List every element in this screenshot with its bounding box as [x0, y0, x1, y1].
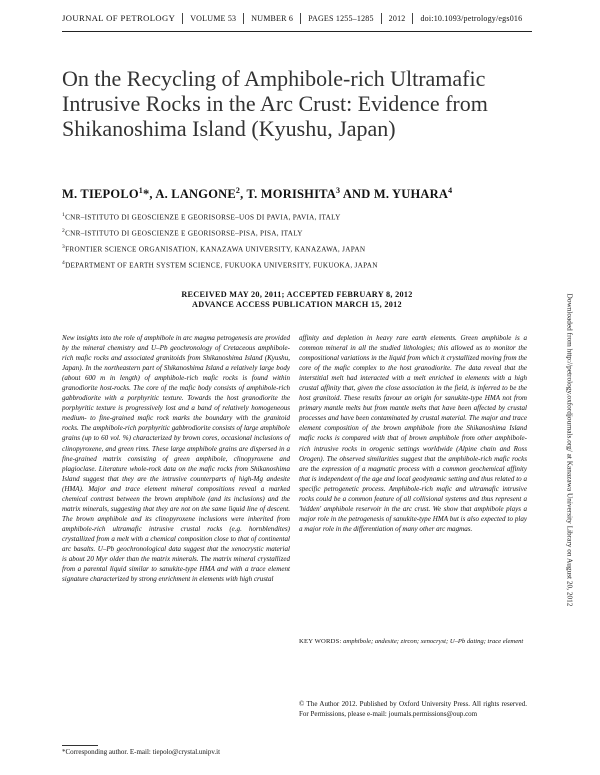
publication-dates: [62, 290, 532, 310]
volume: VOLUME 53: [182, 13, 243, 24]
author-name: M. TIEPOLO: [62, 187, 139, 202]
download-note[interactable]: Downloaded from http://petrology.oxfordjournals.org/ at Kanazawa University Library on August 20, 2012: [565, 293, 575, 607]
affiliation-text: CNR–ISTITUTO DI GEOSCIENZE E GEORISORSE–PISA, PISA, ITALY: [65, 229, 303, 238]
affiliation: [62, 257, 378, 273]
page-range: PAGES 1255–1285: [300, 13, 381, 24]
affiliation-sup: 4: [62, 259, 66, 266]
author-sup: 3: [335, 186, 341, 195]
running-header: [62, 13, 532, 24]
article-title: On the Recycling of Amphibole-rich Ultramafic Intrusive Rocks in the Arc Crust: Evidence from Shikanoshima Island (Kyushu, Japan): [62, 66, 488, 141]
author-sup: 1: [138, 186, 143, 195]
author-sep: AND: [340, 187, 374, 202]
issue-number: NUMBER 6: [243, 13, 300, 24]
author-sup: 2: [235, 186, 241, 195]
affiliation-text: FRONTIER SCIENCE ORGANISATION, KANAZAWA UNIVERSITY, KANAZAWA, JAPAN: [65, 245, 366, 254]
author-name: M. YUHARA: [373, 187, 449, 202]
keywords-label: KEY WORDS:: [299, 638, 342, 645]
affiliation: [62, 241, 378, 257]
year: 2012: [381, 13, 413, 24]
affiliation-list: [62, 209, 378, 273]
doi: doi:10.1093/petrology/egs016: [412, 13, 529, 24]
download-sidebar: [560, 220, 580, 680]
abstract-left-column: New insights into the role of amphibole in arc magma petrogenesis are provided by the mineral chemistry and U–Pb geochronology of Cretaceous amphibole-rich mafic rocks and associated granitoids from Shikanoshima Island (Kyushu, Japan). In the northeastern part of Shikanoshima Island a relatively large body (about 600 m in length) of amphibole-rich mafic rocks is found within granodiorite host-rocks. The core of the mafic body consists of amphibole-rich gabbrodiorite with a porphyritic texture. Towards the host granodiorite the porphyritic texture is progressively lost and a band of relatively homogeneous medium- to fine-grained mafic rock marks the boundary with the granitoid rocks. The amphibole-rich porphyritic gabbrodiorite consists of large amphibole grains (up to 60 vol. %) characterized by brown cores, occasional inclusions of clinopyroxene, and green rims. These large amphibole grains are dispersed in a fine-grained matrix consisting of green amphibole, clinopyroxene and plagioclase. Literature whole-rock data on the mafic rocks from Shikanoshima Island suggest that they are the intrusive counterparts of high-Mg andesite (HMA). Major and trace element mineral compositions reveal a marked chemical contrast between the brown amphibole (and its inclusions) and the matrix minerals, suggesting that they are not on the same liquid line of descent. The brown amphibole and its clinopyroxene inclusions were inherited from amphibole-rich ultramafic intrusive crustal rocks (e.g. hornblendites) crystallized from a melt with a chemical composition close to that of continental arc basalts. U–Pb geochronological data suggest that the xenocrystic material is about 20 Myr older than the matrix minerals. The matrix mineral crystallized from a parental liquid similar to sanukite-type HMA and with a trace element signature characterized by strong enrichment in elements with high crustal: [62, 334, 290, 584]
author-sep: *,: [142, 187, 156, 202]
author-sep: ,: [240, 187, 247, 202]
affiliation-text: DEPARTMENT OF EARTH SYSTEM SCIENCE, FUKUOKA UNIVERSITY, FUKUOKA, JAPAN: [65, 261, 378, 270]
abstract-right-column: affinity and depletion in heavy rare earth elements. Green amphibole is a common mineral in all the studied lithologies; this allowed us to monitor the compositional variations in the liquid from which it crystallized moving from the core of the mafic complex to the host granodiorite. The data reveal that the interstitial melt had interacted with a melt enriched in elements with a high crustal affinity that, given the close association in the field, is inferred to be the host granitoid. These results favour an origin for sanukite-type HMA not from primary mantle melts but from mantle melts that have been affected by crustal processes and have been contaminated by crustal material. The major and trace element composition of the brown amphibole from the Shikanoshima Island mafic rocks is compared with that of brown amphibole from other amphibole-rich intrusive rocks in orogenic settings worldwide (Alpine chain and Ross Orogen). The observed similarities suggest that the amphibole-rich mafic rocks are the expression of a magmatic process with a common geochemical affinity that is independent of the age and local geodynamic setting and thus related to a specific petrogenetic process. Amphibole-rich mafic and ultramafic intrusive rocks could be a common feature of all collisional systems and thus represent a 'hidden' amphibole reservoir in the arc crust. We show that amphibole plays a major role in the petrogenesis of sanukite-type HMA but is also expected to play a major role in the differentiation of many other arc magmas.: [299, 334, 527, 533]
received-accepted: RECEIVED MAY 20, 2011; ACCEPTED FEBRUARY 8, 2012: [181, 290, 413, 299]
affiliation: [62, 209, 378, 225]
advance-access: ADVANCE ACCESS PUBLICATION MARCH 15, 2012: [192, 300, 402, 309]
keywords-list: amphibole; andesite; zircon; xenocryst; U–Pb dating; trace element: [341, 638, 524, 645]
affiliation: [62, 225, 378, 241]
affiliation-sup: 3: [62, 243, 66, 250]
affiliation-sup: 1: [62, 212, 66, 218]
affiliation-sup: 2: [62, 227, 66, 234]
author-list: [62, 186, 452, 202]
author-name: T. MORISHITA: [246, 187, 336, 202]
journal-name: JOURNAL OF PETROLOGY: [62, 13, 176, 23]
header-rule: [62, 31, 532, 32]
author-sup: 4: [448, 186, 453, 195]
corresponding-author: *Corresponding author. E-mail: tiepolo@crystal.unipv.it: [62, 748, 221, 756]
author-name: A. LANGONE: [155, 187, 236, 202]
keywords: [299, 637, 527, 647]
footnote-rule: [62, 745, 98, 746]
copyright-notice: © The Author 2012. Published by Oxford University Press. All rights reserved. For Permissions, please e-mail: journals.permissions@oup.com: [299, 700, 527, 718]
affiliation-text: CNR–ISTITUTO DI GEOSCIENZE E GEORISORSE–UOS DI PAVIA, PAVIA, ITALY: [65, 213, 341, 222]
